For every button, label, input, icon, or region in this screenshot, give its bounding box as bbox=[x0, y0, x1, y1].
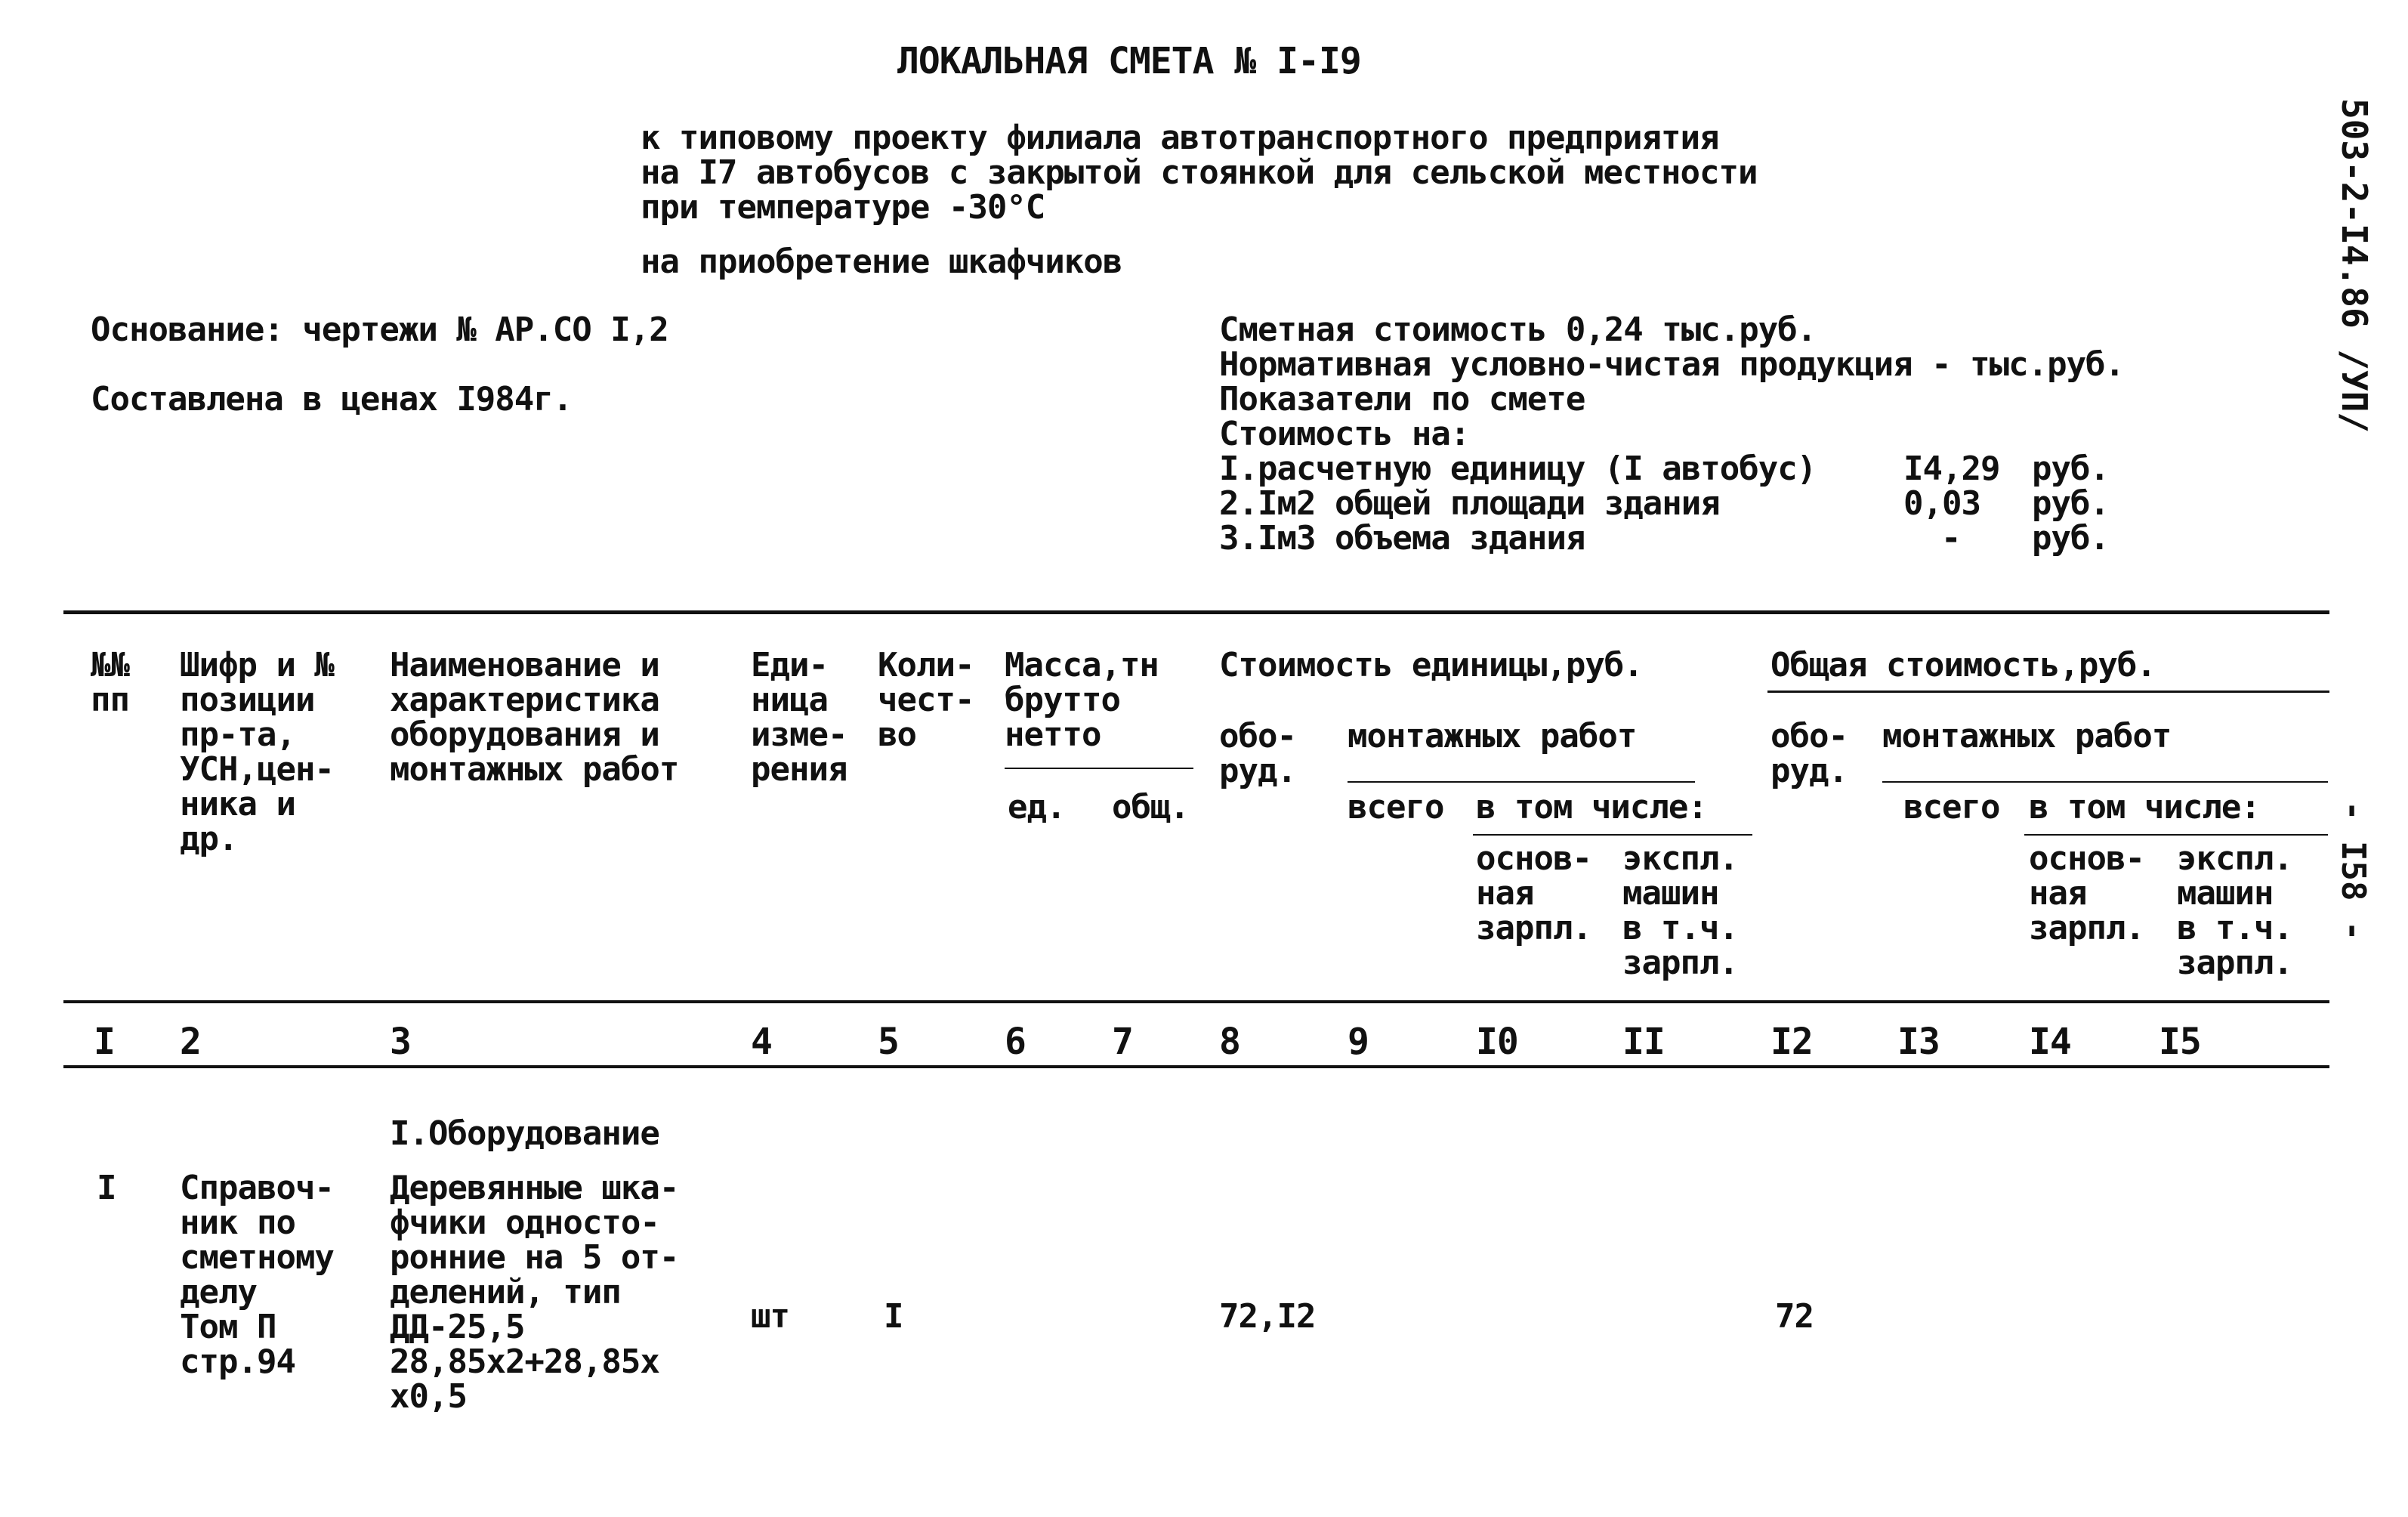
estimated-cost: Сметная стоимость 0,24 тыс.руб. bbox=[1219, 311, 1817, 349]
header-total-cost: Общая стоимость,руб. bbox=[1770, 646, 2156, 684]
col-number-13: I3 bbox=[1897, 1021, 1940, 1063]
indicator-value-3: - bbox=[1941, 519, 1961, 558]
header-mass-total: общ. bbox=[1112, 788, 1189, 826]
col-number-8: 8 bbox=[1219, 1021, 1240, 1063]
row-num: I bbox=[97, 1169, 116, 1207]
col-number-14: I4 bbox=[2029, 1021, 2071, 1063]
col-number-1: I bbox=[94, 1021, 115, 1063]
header-code: Шифр и № позиции пр-та, УСН,цен- ника и др. bbox=[180, 646, 334, 858]
col-number-11: II bbox=[1622, 1021, 1665, 1063]
col-number-10: I0 bbox=[1476, 1021, 1518, 1063]
section-heading: I.Оборудование bbox=[390, 1114, 659, 1153]
subtitle-line-3: при температуре -30°С bbox=[641, 188, 1045, 227]
indicator-label-1: I.расчетную единицу (I автобус) bbox=[1219, 450, 1817, 488]
prices-line: Составлена в ценах I984г. bbox=[91, 380, 573, 419]
header-qty: Коли- чест- во bbox=[878, 646, 974, 754]
subtitle-line-2: на I7 автобусов с закрытой стоянкой для сельской местности bbox=[641, 153, 1758, 192]
header-total-equip: обо- руд. bbox=[1770, 717, 1848, 790]
unit-incl-rule bbox=[1473, 834, 1752, 836]
total-install-rule bbox=[1882, 781, 2328, 783]
header-unit-all: всего bbox=[1348, 788, 1444, 826]
col-number-9: 9 bbox=[1348, 1021, 1369, 1063]
col-number-4: 4 bbox=[751, 1021, 772, 1063]
indicators-heading: Показатели по смете bbox=[1219, 380, 1585, 419]
header-unit: Еди- ница изме- рения bbox=[751, 646, 847, 789]
col-number-12: I2 bbox=[1770, 1021, 1813, 1063]
header-unit-incl: в том числе: bbox=[1476, 788, 1707, 826]
header-mass: Масса,тн брутто нетто bbox=[1005, 646, 1159, 754]
col-number-7: 7 bbox=[1112, 1021, 1133, 1063]
table-top-rule bbox=[63, 610, 2329, 614]
col-number-5: 5 bbox=[878, 1021, 899, 1063]
row-code: Справоч- ник по сметному делу Том П стр.94 bbox=[180, 1169, 334, 1381]
page-title: ЛОКАЛЬНАЯ СМЕТА № I-I9 bbox=[897, 40, 1361, 82]
indicator-unit-2: руб. bbox=[2032, 484, 2109, 523]
mass-rule bbox=[1005, 768, 1193, 769]
cost-for-heading: Стоимость на: bbox=[1219, 415, 1470, 453]
header-total-incl: в том числе: bbox=[2029, 788, 2260, 826]
col-number-3: 3 bbox=[390, 1021, 411, 1063]
total-incl-rule bbox=[2024, 834, 2328, 836]
indicator-unit-1: руб. bbox=[2032, 450, 2109, 488]
header-unit-salary: основ- ная зарпл. bbox=[1476, 839, 1591, 947]
header-total-install: монтажных работ bbox=[1882, 717, 2172, 755]
indicator-label-3: 3.Iм3 объема здания bbox=[1219, 519, 1585, 558]
page-number: - I58 - bbox=[2334, 801, 2372, 941]
header-total-all: всего bbox=[1903, 788, 2000, 826]
total-cost-rule bbox=[1767, 691, 2329, 693]
header-total-salary: основ- ная зарпл. bbox=[2029, 839, 2144, 947]
side-document-code: 503-2-I4.86 /УП/ bbox=[2334, 98, 2375, 434]
row-name: Деревянные шка- фчики односто- ронние на 5 от- делений, тип ДД-25,5 28,85х2+28,85х х0,5 bbox=[390, 1169, 679, 1416]
col-number-15: I5 bbox=[2159, 1021, 2201, 1063]
indicator-label-2: 2.Iм2 общей площади здания bbox=[1219, 484, 1720, 523]
row-total-equip-cost: 72 bbox=[1775, 1297, 1814, 1336]
header-unit-machines: экспл. машин в т.ч. зарпл. bbox=[1622, 839, 1738, 982]
col-number-6: 6 bbox=[1005, 1021, 1026, 1063]
unit-install-rule bbox=[1348, 781, 1695, 783]
header-total-machines: экспл. машин в т.ч. зарпл. bbox=[2177, 839, 2292, 982]
normative-product: Нормативная условно-чистая продукция - тыс.руб. bbox=[1219, 345, 2125, 384]
header-num: №№ пп bbox=[91, 646, 129, 719]
indicator-value-1: I4,29 bbox=[1903, 450, 2000, 488]
indicator-value-2: 0,03 bbox=[1903, 484, 1980, 523]
basis-line: Основание: чертежи № АР.СО I,2 bbox=[91, 311, 668, 349]
row-unit: шт bbox=[751, 1297, 789, 1336]
subtitle-line-1: к типовому проекту филиала автотранспортного предприятия bbox=[641, 119, 1719, 157]
row-qty: I bbox=[884, 1297, 903, 1336]
purpose-line: на приобретение шкафчиков bbox=[641, 243, 1122, 281]
header-name: Наименование и характеристика оборудования и монтажных работ bbox=[390, 646, 679, 789]
indicator-unit-3: руб. bbox=[2032, 519, 2109, 558]
header-mass-unit: ед. bbox=[1008, 788, 1066, 826]
header-unit-install: монтажных работ bbox=[1348, 717, 1637, 755]
header-unit-equip: обо- руд. bbox=[1219, 717, 1296, 790]
row-unit-equip-cost: 72,I2 bbox=[1219, 1297, 1316, 1336]
col-number-2: 2 bbox=[180, 1021, 201, 1063]
header-bottom-rule bbox=[63, 1000, 2329, 1003]
col-numbers-rule bbox=[63, 1065, 2329, 1068]
header-unit-cost: Стоимость единицы,руб. bbox=[1219, 646, 1643, 684]
